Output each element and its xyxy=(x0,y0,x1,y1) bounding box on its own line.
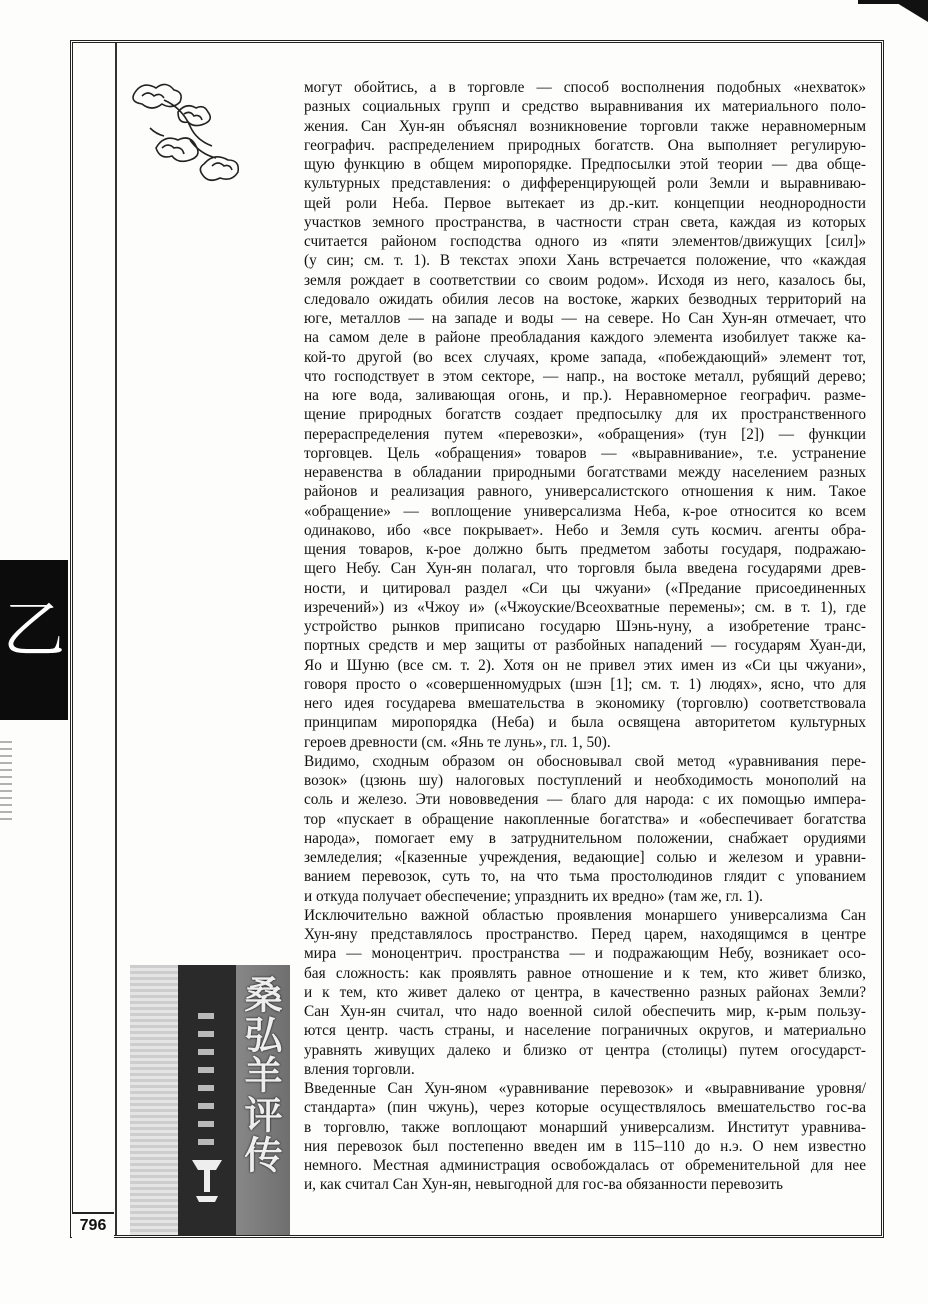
corner-mark xyxy=(892,0,928,22)
page-number: 796 xyxy=(72,1212,114,1238)
text-line: на самом деле в районе преобладания каждого элемента изобилует также ка- xyxy=(304,329,866,347)
text-line: изречений») из «Чжоу и» («Чжоуские/Всеохватные перемены»; см. в т. 1), где xyxy=(304,598,866,616)
text-line: вления торговли. xyxy=(304,1060,415,1078)
text-line: Исключительно важной областью проявления монаршего универсализма Сан xyxy=(304,906,866,924)
text-line: одинаково, ибо «все покрывает». Небо и Земля суть космич. агенты обра- xyxy=(304,521,866,539)
text-line: портных средств и мер защиты от разбойных нападений — государям Хуан-ди, xyxy=(304,637,866,655)
paragraph xyxy=(304,752,866,906)
paragraph xyxy=(304,906,866,1079)
bronze-vessel-icon xyxy=(190,1150,224,1205)
text-line: земля рождает в соответствии со своим родом». Исходя из него, казалось бы, xyxy=(304,271,866,289)
text-line: народа», помогает ему в затруднительном положении, снабжает орудиями xyxy=(304,829,866,847)
text-line: в торговлю, также воплощают монарший универсализм. Институт уравнива- xyxy=(304,1118,866,1136)
text-line: разных социальных групп и средство выравнивания их материального поло- xyxy=(304,98,866,116)
text-line: кой-то другой (во всех случаях, кроме запада, «побеждающий» элемент тот, xyxy=(304,348,866,366)
text-line: Хун-яну представлялось пространство. Перед царем, находящимся в центре xyxy=(304,926,866,943)
text-line: культурных представления: о дифференцирующей роли Земли и выравниваю- xyxy=(304,175,866,193)
text-line: немного. Местная администрация освобождалась от обременительной для нее xyxy=(304,1157,866,1174)
text-line: что господствует в этом секторе, — напр., на востоке металл, рубящий дерево; xyxy=(304,367,866,385)
text-line: щей роли Неба. Первое вытекает из др.-кит. концепции неоднородности xyxy=(304,194,866,212)
text-line: земледелия; «[казенные учреждения, ведающие] солью и железом и уравни- xyxy=(304,849,866,866)
text-line: районов и реализация равного, универсалистского отношения к ним. Такое xyxy=(304,483,866,501)
text-line: него идея государева вмешательства в экономику (торговлю) соответствовала xyxy=(304,695,866,712)
text-line: возок» (цзюнь шу) налоговых поступлений и необходимость монополий на xyxy=(304,772,866,789)
text-line: принципам миропорядка (Неба) и была освящена авторитетом культурных xyxy=(304,714,866,732)
edge-bleed xyxy=(0,740,12,820)
text-line: географич. распределением природных богатств. Она выполняет регулирую- xyxy=(304,136,866,154)
book-cover-background xyxy=(130,965,180,1235)
paragraph xyxy=(304,78,866,752)
text-line: щего Небу. Сан Хун-ян полагал, что торговля была введена государями древ- xyxy=(304,560,866,578)
text-line: ности, и цитировал раздел «Си цы чжуани» («Предание присоединенных xyxy=(304,579,866,597)
text-line: щения товаров, к-рое должно быть предметом заботы государя, подражаю- xyxy=(304,541,866,558)
text-line: ния перевозок был постепенно введен им в 115–110 до н.э. О нем известно xyxy=(304,1137,866,1155)
text-line: тор «пускает в обращение накопленные богатства» и «обеспечивает богатства xyxy=(304,810,866,828)
book-cover-pattern xyxy=(198,1005,214,1145)
text-line: говоря просто о «совершенномудрых (шэн [1]; см. т. 1) людях», ясно, что для xyxy=(304,675,866,693)
text-line: щение природных богатств создает предпосылку для их пространственного xyxy=(304,406,866,424)
text-line: юге, металлов — на западе и воды — на севере. Но Сан Хун-ян отмечает, что xyxy=(304,310,866,327)
text-line: устройство рынков приписано государю Шэнь-нуну, а изобретение транс- xyxy=(304,618,866,635)
text-line: и, как считал Сан Хун-ян, невыгодной для гос-ва обязанности перевозить xyxy=(304,1176,783,1194)
text-line: торговцев. Цель «обращения» товаров — «выравнивание», т.е. устранение xyxy=(304,444,866,462)
text-line: Видимо, сходным образом он обосновывал свой метод «уравнивания пере- xyxy=(304,752,866,770)
thumb-index-glyph: 乙 xyxy=(2,593,65,666)
text-line: участков земного пространства, в частности стран света, каждая из которых xyxy=(304,213,866,231)
text-line: мира — моноцентрич. пространства — и подражающим Небу, возникает осо- xyxy=(304,945,866,963)
text-line: ются центр. часть страны, и население пограничных округов, и материально xyxy=(304,1022,866,1040)
text-line: «обращение» — воплощение универсализма Неба, к-рое относится ко всем xyxy=(304,502,866,520)
text-line: Яо и Шуню (все см. т. 2). Хотя он не привел этих имен из «Си цы чжуани», xyxy=(304,656,866,674)
text-line: героев древности (см. «Янь те лунь», гл. 1, 50). xyxy=(304,733,611,751)
text-line: Введенные Сан Хун-яном «уравнивание перевозок» и «выравнивание уровня/ xyxy=(304,1080,866,1097)
text-line: перераспределения путем «перевозки», «обращения» (тун [2]) — функции xyxy=(304,425,866,443)
margin-rule xyxy=(115,43,117,1235)
text-line: щую функцию в общем миропорядке. Предпосылки этой теории — два обще- xyxy=(304,156,866,173)
text-line: неравенства в обладании природными богатствами между населением разных xyxy=(304,464,866,481)
text-line: и к тем, кто живет далеко от центра, в качественно разных районах Земли? xyxy=(304,983,866,1001)
article-body xyxy=(304,78,866,1195)
text-line: Сан Хун-ян считал, что надо военной силой обеспечить мир, к-рым пользу- xyxy=(304,1003,866,1020)
cloud-ornament-icon xyxy=(120,70,250,200)
text-line: считается районом господства одного из «пяти элементов/движущих [сил]» xyxy=(304,233,866,250)
book-cover-title: 桑弘羊评传 xyxy=(238,975,282,1175)
text-line: жения. Сан Хун-ян объяснял возникновение торговли также неравномерным xyxy=(304,117,866,135)
text-line: и откуда получает обеспечение; упразднить их вредно» (там же, гл. 1). xyxy=(304,887,763,905)
text-line: соль и железо. Эти нововведения — благо для народа: с их помощью импера- xyxy=(304,791,866,809)
text-line: на юге вода, заливающая огонь, и пр.). Неравномерное географич. разме- xyxy=(304,387,866,404)
text-line: могут обойтись, а в торговле — способ восполнения подобных «нехваток» xyxy=(304,79,866,96)
text-line: следовало ожидать обилия лесов на востоке, жарких безводных территорий на xyxy=(304,290,866,308)
text-line: бая сложность: как проявлять равное отношение и к тем, кто живет близко, xyxy=(304,964,866,982)
text-line: стандарта» (пин чжунь), через которые осуществлялось вмешательство гос-ва xyxy=(304,1099,866,1117)
text-line: ванием перевозок, суть то, на что тьма простолюдинов глядит с упованием xyxy=(304,868,866,886)
text-line: уравнять живущих далеко и близко от центра (столицы) путем огосударст- xyxy=(304,1041,866,1059)
paragraph xyxy=(304,1079,866,1195)
text-line: (у син; см. т. 1). В текстах эпохи Хань встречается положение, что «каждая xyxy=(304,252,866,270)
book-cover-image xyxy=(130,965,290,1235)
